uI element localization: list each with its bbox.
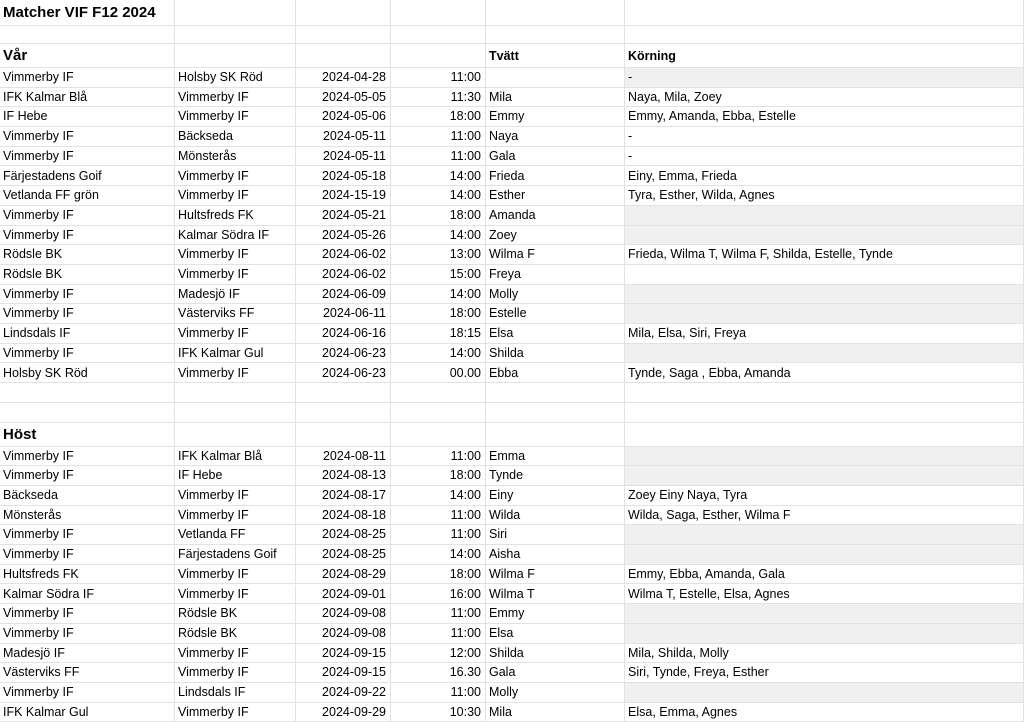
- empty-cell[interactable]: [296, 403, 391, 423]
- home-team-cell[interactable]: Vimmerby IF: [0, 525, 175, 545]
- away-team-cell[interactable]: Hultsfreds FK: [175, 206, 296, 226]
- blank-row: [0, 383, 1024, 403]
- away-team-cell[interactable]: Kalmar Södra IF: [175, 226, 296, 246]
- away-team-cell[interactable]: Vimmerby IF: [175, 506, 296, 526]
- tvatt-cell[interactable]: Shilda: [486, 344, 625, 364]
- date-cell[interactable]: 2024-05-26: [296, 226, 391, 246]
- empty-cell[interactable]: [486, 26, 625, 44]
- tvatt-cell[interactable]: Freya: [486, 265, 625, 285]
- table-row: [0, 683, 1024, 703]
- empty-cell[interactable]: [391, 423, 486, 447]
- time-cell[interactable]: 00.00: [391, 364, 486, 384]
- korning-cell[interactable]: [625, 265, 1024, 285]
- away-team-cell[interactable]: IFK Kalmar Gul: [175, 344, 296, 364]
- empty-cell[interactable]: [625, 26, 1024, 44]
- away-team-cell[interactable]: Västerviks FF: [175, 304, 296, 324]
- empty-cell[interactable]: [0, 403, 175, 423]
- date-cell[interactable]: 2024-05-11: [296, 127, 391, 147]
- empty-cell[interactable]: [391, 403, 486, 423]
- time-cell[interactable]: 13:00: [391, 245, 486, 265]
- empty-cell[interactable]: [296, 423, 391, 447]
- table-row: [0, 344, 1024, 364]
- tvatt-cell[interactable]: Naya: [486, 127, 625, 147]
- time-cell[interactable]: 18:15: [391, 324, 486, 344]
- empty-cell[interactable]: [296, 383, 391, 403]
- home-team-cell[interactable]: Färjestadens Goif: [0, 167, 175, 187]
- table-row: [0, 663, 1024, 683]
- empty-cell[interactable]: [175, 44, 296, 68]
- time-cell[interactable]: 11:00: [391, 147, 486, 167]
- home-team-cell[interactable]: Hultsfreds FK: [0, 565, 175, 585]
- tvatt-cell[interactable]: Gala: [486, 147, 625, 167]
- away-team-cell[interactable]: Vimmerby IF: [175, 324, 296, 344]
- empty-cell[interactable]: [625, 423, 1024, 447]
- korning-cell[interactable]: -: [625, 147, 1024, 167]
- korning-cell[interactable]: Emmy, Ebba, Amanda, Gala: [625, 565, 1024, 585]
- away-team-cell[interactable]: Vimmerby IF: [175, 703, 296, 722]
- home-team-cell[interactable]: Madesjö IF: [0, 644, 175, 664]
- korning-cell[interactable]: Wilma T, Estelle, Elsa, Agnes: [625, 585, 1024, 605]
- table-row: [0, 585, 1024, 605]
- korning-cell[interactable]: Elsa, Emma, Agnes: [625, 703, 1024, 722]
- table-row: [0, 565, 1024, 585]
- time-cell[interactable]: 11:00: [391, 127, 486, 147]
- empty-cell[interactable]: [175, 383, 296, 403]
- empty-cell[interactable]: [296, 26, 391, 44]
- empty-cell[interactable]: [625, 403, 1024, 423]
- korning-cell[interactable]: [625, 285, 1024, 305]
- empty-cell[interactable]: [486, 423, 625, 447]
- table-row: [0, 466, 1024, 486]
- korning-cell[interactable]: [625, 604, 1024, 624]
- korning-cell[interactable]: -: [625, 127, 1024, 147]
- home-team-cell[interactable]: Vimmerby IF: [0, 624, 175, 644]
- section-title[interactable]: Vår: [0, 44, 175, 68]
- time-cell[interactable]: 10:30: [391, 703, 486, 722]
- time-cell[interactable]: 18:00: [391, 206, 486, 226]
- title-row: [0, 0, 1024, 26]
- empty-cell[interactable]: [486, 0, 625, 26]
- table-row: [0, 245, 1024, 265]
- section-header-row: [0, 423, 1024, 447]
- table-row: [0, 304, 1024, 324]
- date-cell[interactable]: 2024-06-23: [296, 344, 391, 364]
- home-team-cell[interactable]: Vimmerby IF: [0, 683, 175, 703]
- tvatt-cell[interactable]: Mila: [486, 88, 625, 108]
- home-team-cell[interactable]: IFK Kalmar Gul: [0, 703, 175, 722]
- section-title[interactable]: Höst: [0, 423, 175, 447]
- home-team-cell[interactable]: Vimmerby IF: [0, 68, 175, 88]
- away-team-cell[interactable]: Rödsle BK: [175, 604, 296, 624]
- home-team-cell[interactable]: Vimmerby IF: [0, 226, 175, 246]
- table-row: [0, 486, 1024, 506]
- time-cell[interactable]: 14:00: [391, 285, 486, 305]
- tvatt-cell[interactable]: Wilma F: [486, 565, 625, 585]
- date-cell[interactable]: 2024-06-11: [296, 304, 391, 324]
- home-team-cell[interactable]: Vimmerby IF: [0, 466, 175, 486]
- date-cell[interactable]: 2024-05-06: [296, 107, 391, 127]
- home-team-cell[interactable]: Rödsle BK: [0, 265, 175, 285]
- away-team-cell[interactable]: Bäckseda: [175, 127, 296, 147]
- time-cell[interactable]: 16.30: [391, 663, 486, 683]
- korning-cell[interactable]: [625, 624, 1024, 644]
- away-team-cell[interactable]: Vimmerby IF: [175, 486, 296, 506]
- korning-cell[interactable]: Wilda, Saga, Esther, Wilma F: [625, 506, 1024, 526]
- table-row: [0, 88, 1024, 108]
- time-cell[interactable]: 14:00: [391, 167, 486, 187]
- table-row: [0, 604, 1024, 624]
- date-cell[interactable]: 2024-05-18: [296, 167, 391, 187]
- table-row: [0, 506, 1024, 526]
- time-cell[interactable]: 11:00: [391, 447, 486, 467]
- away-team-cell[interactable]: Vimmerby IF: [175, 186, 296, 206]
- empty-cell[interactable]: [296, 0, 391, 26]
- empty-cell[interactable]: [486, 383, 625, 403]
- table-row: [0, 364, 1024, 384]
- time-cell[interactable]: 16:00: [391, 585, 486, 605]
- tvatt-cell[interactable]: Amanda: [486, 206, 625, 226]
- korning-cell[interactable]: [625, 683, 1024, 703]
- table-row: [0, 206, 1024, 226]
- table-row: [0, 186, 1024, 206]
- empty-cell[interactable]: [0, 26, 175, 44]
- tvatt-cell[interactable]: Molly: [486, 683, 625, 703]
- empty-cell[interactable]: [175, 26, 296, 44]
- time-cell[interactable]: 11:00: [391, 624, 486, 644]
- korning-header[interactable]: Körning: [625, 44, 1024, 68]
- away-team-cell[interactable]: Madesjö IF: [175, 285, 296, 305]
- date-cell[interactable]: 2024-15-19: [296, 186, 391, 206]
- away-team-cell[interactable]: Lindsdals IF: [175, 683, 296, 703]
- korning-cell[interactable]: Mila, Elsa, Siri, Freya: [625, 324, 1024, 344]
- tvatt-cell[interactable]: Emmy: [486, 604, 625, 624]
- time-cell[interactable]: 18:00: [391, 466, 486, 486]
- korning-cell[interactable]: -: [625, 68, 1024, 88]
- table-row: [0, 525, 1024, 545]
- date-cell[interactable]: 2024-08-11: [296, 447, 391, 467]
- away-team-cell[interactable]: Färjestadens Goif: [175, 545, 296, 565]
- date-cell[interactable]: 2024-09-01: [296, 585, 391, 605]
- time-cell[interactable]: 11:00: [391, 604, 486, 624]
- away-team-cell[interactable]: Vimmerby IF: [175, 565, 296, 585]
- home-team-cell[interactable]: Rödsle BK: [0, 245, 175, 265]
- away-team-cell[interactable]: Vetlanda FF: [175, 525, 296, 545]
- away-team-cell[interactable]: Vimmerby IF: [175, 663, 296, 683]
- korning-cell[interactable]: Emmy, Amanda, Ebba, Estelle: [625, 107, 1024, 127]
- korning-cell[interactable]: Mila, Shilda, Molly: [625, 644, 1024, 664]
- away-team-cell[interactable]: Holsby SK Röd: [175, 68, 296, 88]
- away-team-cell[interactable]: IF Hebe: [175, 466, 296, 486]
- away-team-cell[interactable]: Vimmerby IF: [175, 644, 296, 664]
- empty-cell[interactable]: [296, 44, 391, 68]
- date-cell[interactable]: 2024-06-23: [296, 364, 391, 384]
- time-cell[interactable]: 14:00: [391, 486, 486, 506]
- date-cell[interactable]: 2024-09-08: [296, 624, 391, 644]
- table-row: [0, 285, 1024, 305]
- table-row: [0, 545, 1024, 565]
- home-team-cell[interactable]: Västerviks FF: [0, 663, 175, 683]
- date-cell[interactable]: 2024-06-02: [296, 245, 391, 265]
- section-header-row: [0, 44, 1024, 68]
- home-team-cell[interactable]: Vetlanda FF grön: [0, 186, 175, 206]
- home-team-cell[interactable]: Vimmerby IF: [0, 447, 175, 467]
- table-row: [0, 147, 1024, 167]
- table-row: [0, 226, 1024, 246]
- tvatt-cell[interactable]: Tynde: [486, 466, 625, 486]
- home-team-cell[interactable]: Vimmerby IF: [0, 285, 175, 305]
- empty-cell[interactable]: [625, 383, 1024, 403]
- time-cell[interactable]: 15:00: [391, 265, 486, 285]
- home-team-cell[interactable]: Vimmerby IF: [0, 604, 175, 624]
- date-cell[interactable]: 2024-08-13: [296, 466, 391, 486]
- table-row: [0, 167, 1024, 187]
- tvatt-cell[interactable]: Zoey: [486, 226, 625, 246]
- tvatt-cell[interactable]: [486, 68, 625, 88]
- date-cell[interactable]: 2024-05-11: [296, 147, 391, 167]
- korning-cell[interactable]: [625, 226, 1024, 246]
- home-team-cell[interactable]: Vimmerby IF: [0, 344, 175, 364]
- home-team-cell[interactable]: Vimmerby IF: [0, 127, 175, 147]
- away-team-cell[interactable]: Rödsle BK: [175, 624, 296, 644]
- tvatt-cell[interactable]: Molly: [486, 285, 625, 305]
- home-team-cell[interactable]: Bäckseda: [0, 486, 175, 506]
- tvatt-cell[interactable]: Emmy: [486, 107, 625, 127]
- time-cell[interactable]: 18:00: [391, 565, 486, 585]
- away-team-cell[interactable]: Vimmerby IF: [175, 245, 296, 265]
- korning-cell[interactable]: Tyra, Esther, Wilda, Agnes: [625, 186, 1024, 206]
- tvatt-header[interactable]: Tvätt: [486, 44, 625, 68]
- time-cell[interactable]: 11:00: [391, 506, 486, 526]
- table-row: [0, 324, 1024, 344]
- tvatt-cell[interactable]: Siri: [486, 525, 625, 545]
- date-cell[interactable]: 2024-08-18: [296, 506, 391, 526]
- table-row: [0, 127, 1024, 147]
- away-team-cell[interactable]: Vimmerby IF: [175, 167, 296, 187]
- empty-cell[interactable]: [625, 0, 1024, 26]
- table-row: [0, 703, 1024, 722]
- time-cell[interactable]: 18:00: [391, 304, 486, 324]
- away-team-cell[interactable]: Vimmerby IF: [175, 265, 296, 285]
- time-cell[interactable]: 18:00: [391, 107, 486, 127]
- away-team-cell[interactable]: Vimmerby IF: [175, 88, 296, 108]
- tvatt-cell[interactable]: Einy: [486, 486, 625, 506]
- date-cell[interactable]: 2024-08-25: [296, 525, 391, 545]
- time-cell[interactable]: 11:30: [391, 88, 486, 108]
- empty-cell[interactable]: [391, 26, 486, 44]
- date-cell[interactable]: 2024-05-05: [296, 88, 391, 108]
- tvatt-cell[interactable]: Mila: [486, 703, 625, 722]
- tvatt-cell[interactable]: Wilma F: [486, 245, 625, 265]
- korning-cell[interactable]: Einy, Emma, Frieda: [625, 167, 1024, 187]
- time-cell[interactable]: 11:00: [391, 525, 486, 545]
- korning-cell[interactable]: [625, 206, 1024, 226]
- date-cell[interactable]: 2024-08-17: [296, 486, 391, 506]
- korning-cell[interactable]: [625, 304, 1024, 324]
- home-team-cell[interactable]: Lindsdals IF: [0, 324, 175, 344]
- home-team-cell[interactable]: Holsby SK Röd: [0, 364, 175, 384]
- tvatt-cell[interactable]: Ebba: [486, 364, 625, 384]
- time-cell[interactable]: 11:00: [391, 68, 486, 88]
- korning-cell[interactable]: Tynde, Saga , Ebba, Amanda: [625, 364, 1024, 384]
- blank-row: [0, 403, 1024, 423]
- home-team-cell[interactable]: Kalmar Södra IF: [0, 585, 175, 605]
- tvatt-cell[interactable]: Frieda: [486, 167, 625, 187]
- tvatt-cell[interactable]: Estelle: [486, 304, 625, 324]
- date-cell[interactable]: 2024-09-15: [296, 644, 391, 664]
- tvatt-cell[interactable]: Emma: [486, 447, 625, 467]
- korning-cell[interactable]: [625, 466, 1024, 486]
- korning-cell[interactable]: Naya, Mila, Zoey: [625, 88, 1024, 108]
- date-cell[interactable]: 2024-04-28: [296, 68, 391, 88]
- table-row: [0, 624, 1024, 644]
- home-team-cell[interactable]: Vimmerby IF: [0, 147, 175, 167]
- home-team-cell[interactable]: Vimmerby IF: [0, 206, 175, 226]
- date-cell[interactable]: 2024-08-29: [296, 565, 391, 585]
- korning-cell[interactable]: Zoey Einy Naya, Tyra: [625, 486, 1024, 506]
- table-row: [0, 265, 1024, 285]
- empty-cell[interactable]: [175, 403, 296, 423]
- away-team-cell[interactable]: IFK Kalmar Blå: [175, 447, 296, 467]
- empty-cell[interactable]: [486, 403, 625, 423]
- date-cell[interactable]: 2024-09-29: [296, 703, 391, 722]
- time-cell[interactable]: 12:00: [391, 644, 486, 664]
- date-cell[interactable]: 2024-06-16: [296, 324, 391, 344]
- away-team-cell[interactable]: Vimmerby IF: [175, 107, 296, 127]
- date-cell[interactable]: 2024-05-21: [296, 206, 391, 226]
- blank-row: [0, 26, 1024, 44]
- time-cell[interactable]: 11:00: [391, 683, 486, 703]
- table-row: [0, 107, 1024, 127]
- away-team-cell[interactable]: Vimmerby IF: [175, 364, 296, 384]
- time-cell[interactable]: 14:00: [391, 226, 486, 246]
- empty-cell[interactable]: [175, 0, 296, 26]
- table-row: [0, 447, 1024, 467]
- date-cell[interactable]: 2024-06-09: [296, 285, 391, 305]
- date-cell[interactable]: 2024-08-25: [296, 545, 391, 565]
- home-team-cell[interactable]: IF Hebe: [0, 107, 175, 127]
- date-cell[interactable]: 2024-09-22: [296, 683, 391, 703]
- time-cell[interactable]: 14:00: [391, 344, 486, 364]
- tvatt-cell[interactable]: Elsa: [486, 624, 625, 644]
- away-team-cell[interactable]: Mönsterås: [175, 147, 296, 167]
- table-row: [0, 644, 1024, 664]
- korning-cell[interactable]: Siri, Tynde, Freya, Esther: [625, 663, 1024, 683]
- korning-cell[interactable]: [625, 447, 1024, 467]
- tvatt-cell[interactable]: Wilma T: [486, 585, 625, 605]
- time-cell[interactable]: 14:00: [391, 545, 486, 565]
- away-team-cell[interactable]: Vimmerby IF: [175, 585, 296, 605]
- home-team-cell[interactable]: Vimmerby IF: [0, 545, 175, 565]
- empty-cell[interactable]: [391, 44, 486, 68]
- date-cell[interactable]: 2024-09-15: [296, 663, 391, 683]
- empty-cell[interactable]: [391, 0, 486, 26]
- tvatt-cell[interactable]: Elsa: [486, 324, 625, 344]
- korning-cell[interactable]: [625, 344, 1024, 364]
- tvatt-cell[interactable]: Aisha: [486, 545, 625, 565]
- sheet-title[interactable]: Matcher VIF F12 2024: [0, 0, 175, 26]
- date-cell[interactable]: 2024-06-02: [296, 265, 391, 285]
- empty-cell[interactable]: [391, 383, 486, 403]
- korning-cell[interactable]: [625, 525, 1024, 545]
- tvatt-cell[interactable]: Wilda: [486, 506, 625, 526]
- korning-cell[interactable]: [625, 545, 1024, 565]
- tvatt-cell[interactable]: Esther: [486, 186, 625, 206]
- empty-cell[interactable]: [175, 423, 296, 447]
- home-team-cell[interactable]: IFK Kalmar Blå: [0, 88, 175, 108]
- tvatt-cell[interactable]: Gala: [486, 663, 625, 683]
- home-team-cell[interactable]: Vimmerby IF: [0, 304, 175, 324]
- home-team-cell[interactable]: Mönsterås: [0, 506, 175, 526]
- tvatt-cell[interactable]: Shilda: [486, 644, 625, 664]
- empty-cell[interactable]: [0, 383, 175, 403]
- time-cell[interactable]: 14:00: [391, 186, 486, 206]
- korning-cell[interactable]: Frieda, Wilma T, Wilma F, Shilda, Estelle, Tynde: [625, 245, 1024, 265]
- table-row: [0, 68, 1024, 88]
- date-cell[interactable]: 2024-09-08: [296, 604, 391, 624]
